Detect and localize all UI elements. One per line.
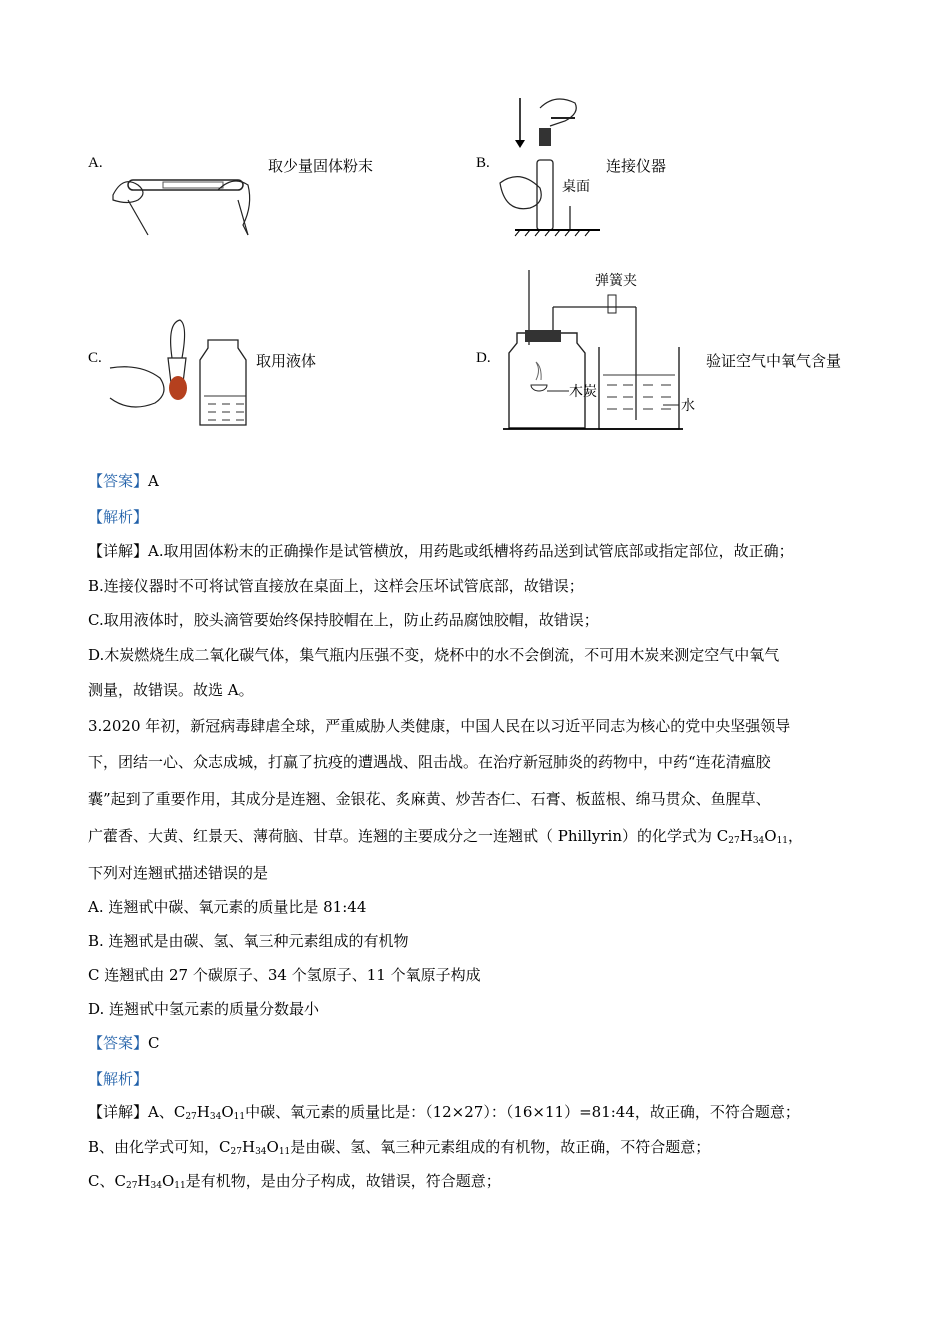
clamp-label: 弹簧夹 [595, 273, 637, 289]
q3-option-c: C 连翘甙由 27 个碳原子、34 个氢原子、11 个氧原子构成 [88, 966, 481, 984]
detail-tag: 【详解】 [88, 1103, 149, 1121]
solid-powder-figure [108, 155, 268, 240]
answer-tag: 【答案】 [88, 472, 149, 490]
subscript: 11 [233, 1112, 246, 1122]
connect-apparatus-figure [495, 88, 610, 240]
liquid-dropper-figure [110, 318, 255, 433]
subscript: 34 [255, 1147, 267, 1157]
option-d-label: D. [476, 350, 491, 366]
analysis-q3-line3 [88, 1171, 501, 1191]
subscript: 34 [209, 1112, 222, 1122]
answer-value: C [148, 1034, 160, 1052]
q3-option-b: B. 连翘甙是由碳、氢、氧三种元素组成的有机物 [88, 932, 409, 950]
subscript: 27 [125, 1181, 138, 1191]
subscript: 34 [150, 1181, 162, 1191]
q3-option-d: D. 连翘甙中氢元素的质量分数最小 [88, 1000, 320, 1018]
q3-line4-text: 广藿香、大黄、红景天、薄荷脑、甘草。连翘的主要成分之一连翘甙（ Phillyrin）的化学式为 C [88, 827, 729, 845]
option-c-caption: 取用液体 [256, 352, 317, 370]
option-c-label: C. [88, 350, 102, 366]
analysis-q2-line4: D.木炭燃烧生成二氧化碳气体，集气瓶内压强不变，烧杯中的水不会倒流，不可用木炭来测定空气中氧气 [88, 646, 780, 664]
q3-line4 [88, 826, 803, 846]
answer-tag: 【答案】 [88, 1034, 149, 1052]
desk-label: 桌面 [562, 179, 590, 195]
element-symbol: H [137, 1172, 151, 1190]
element-symbol: H [739, 827, 753, 845]
q3-line3: 囊”起到了重要作用，其成分是连翘、金银花、炙麻黄、炒苦杏仁、石膏、板蓝根、绵马贯众、鱼腥草、 [88, 790, 771, 808]
answer-value: A [148, 472, 159, 490]
option-b-label: B. [476, 155, 490, 171]
subscript: 11 [174, 1181, 186, 1191]
element-symbol: O [161, 1172, 175, 1190]
option-a-caption: 取少量固体粉末 [268, 157, 374, 175]
analysis-q2-line5: 测量，故错误。故选 A。 [88, 681, 254, 699]
punctuation: ， [788, 827, 804, 845]
detail-text: A.取用固体粉末的正确操作是试管横放，用药匙或纸槽将药品送到试管底部或指定部位，故正确； [148, 542, 794, 560]
analysis-q2-line1 [88, 541, 794, 561]
text: 是有机物，是由分子构成，故错误，符合题意； [185, 1172, 501, 1190]
text: 是由碳、氢、氧三种元素组成的有机物，故正确，不符合题意； [290, 1138, 711, 1156]
element-symbol: O [764, 827, 777, 845]
analysis-tag-q3: 【解析】 [88, 1070, 149, 1088]
subscript: 27 [728, 836, 740, 846]
analysis-q2-line2: B.连接仪器时不可将试管直接放在桌面上，这样会压坏试管底部，故错误； [88, 577, 584, 595]
option-d-caption: 验证空气中氧气含量 [706, 352, 842, 370]
analysis-tag-q2: 【解析】 [88, 508, 149, 526]
analysis-q2-line3: C.取用液体时，胶头滴管要始终保持胶帽在上，防止药品腐蚀胶帽，故错误； [88, 611, 599, 629]
element-symbol: H [196, 1103, 210, 1121]
element-symbol: O [266, 1138, 279, 1156]
detail-tag: 【详解】 [88, 542, 149, 560]
q3-line1: 3.2020 年初，新冠病毒肆虐全球，严重威胁人类健康，中国人民在以习近平同志为核心的党中央坚强领导 [88, 717, 791, 735]
subscript: 11 [776, 836, 789, 846]
oxygen-test-figure [503, 265, 703, 435]
q3-line2: 下，团结一心、众志成城，打赢了抗疫的遭遇战、阻击战。在治疗新冠肺炎的药物中，中药“连花清瘟胶 [88, 753, 771, 771]
charcoal-label: 木炭 [569, 384, 597, 400]
water-label: 水 [681, 398, 695, 414]
element-symbol: O [221, 1103, 234, 1121]
q3-line5: 下列对连翘甙描述错误的是 [88, 864, 269, 882]
answer-q3 [88, 1033, 160, 1053]
subscript: 11 [278, 1147, 291, 1157]
subscript: 27 [230, 1147, 242, 1157]
subscript: 27 [185, 1112, 197, 1122]
q3-option-a: A. 连翘甙中碳、氧元素的质量比是 81:44 [88, 898, 367, 916]
option-b-caption: 连接仪器 [606, 157, 667, 175]
text: B、由化学式可知，C [88, 1138, 231, 1156]
answer-q2 [88, 471, 159, 491]
analysis-q3-line2 [88, 1137, 710, 1157]
text: A、C [148, 1103, 186, 1121]
analysis-q3-line1 [88, 1102, 800, 1122]
text: C、C [88, 1172, 126, 1190]
option-a-label: A. [88, 155, 103, 171]
element-symbol: H [241, 1138, 256, 1156]
text: 中碳、氧元素的质量比是：（12×27）：（16×11）=81:44，故正确，不符合题意； [245, 1103, 800, 1121]
subscript: 34 [752, 836, 765, 846]
